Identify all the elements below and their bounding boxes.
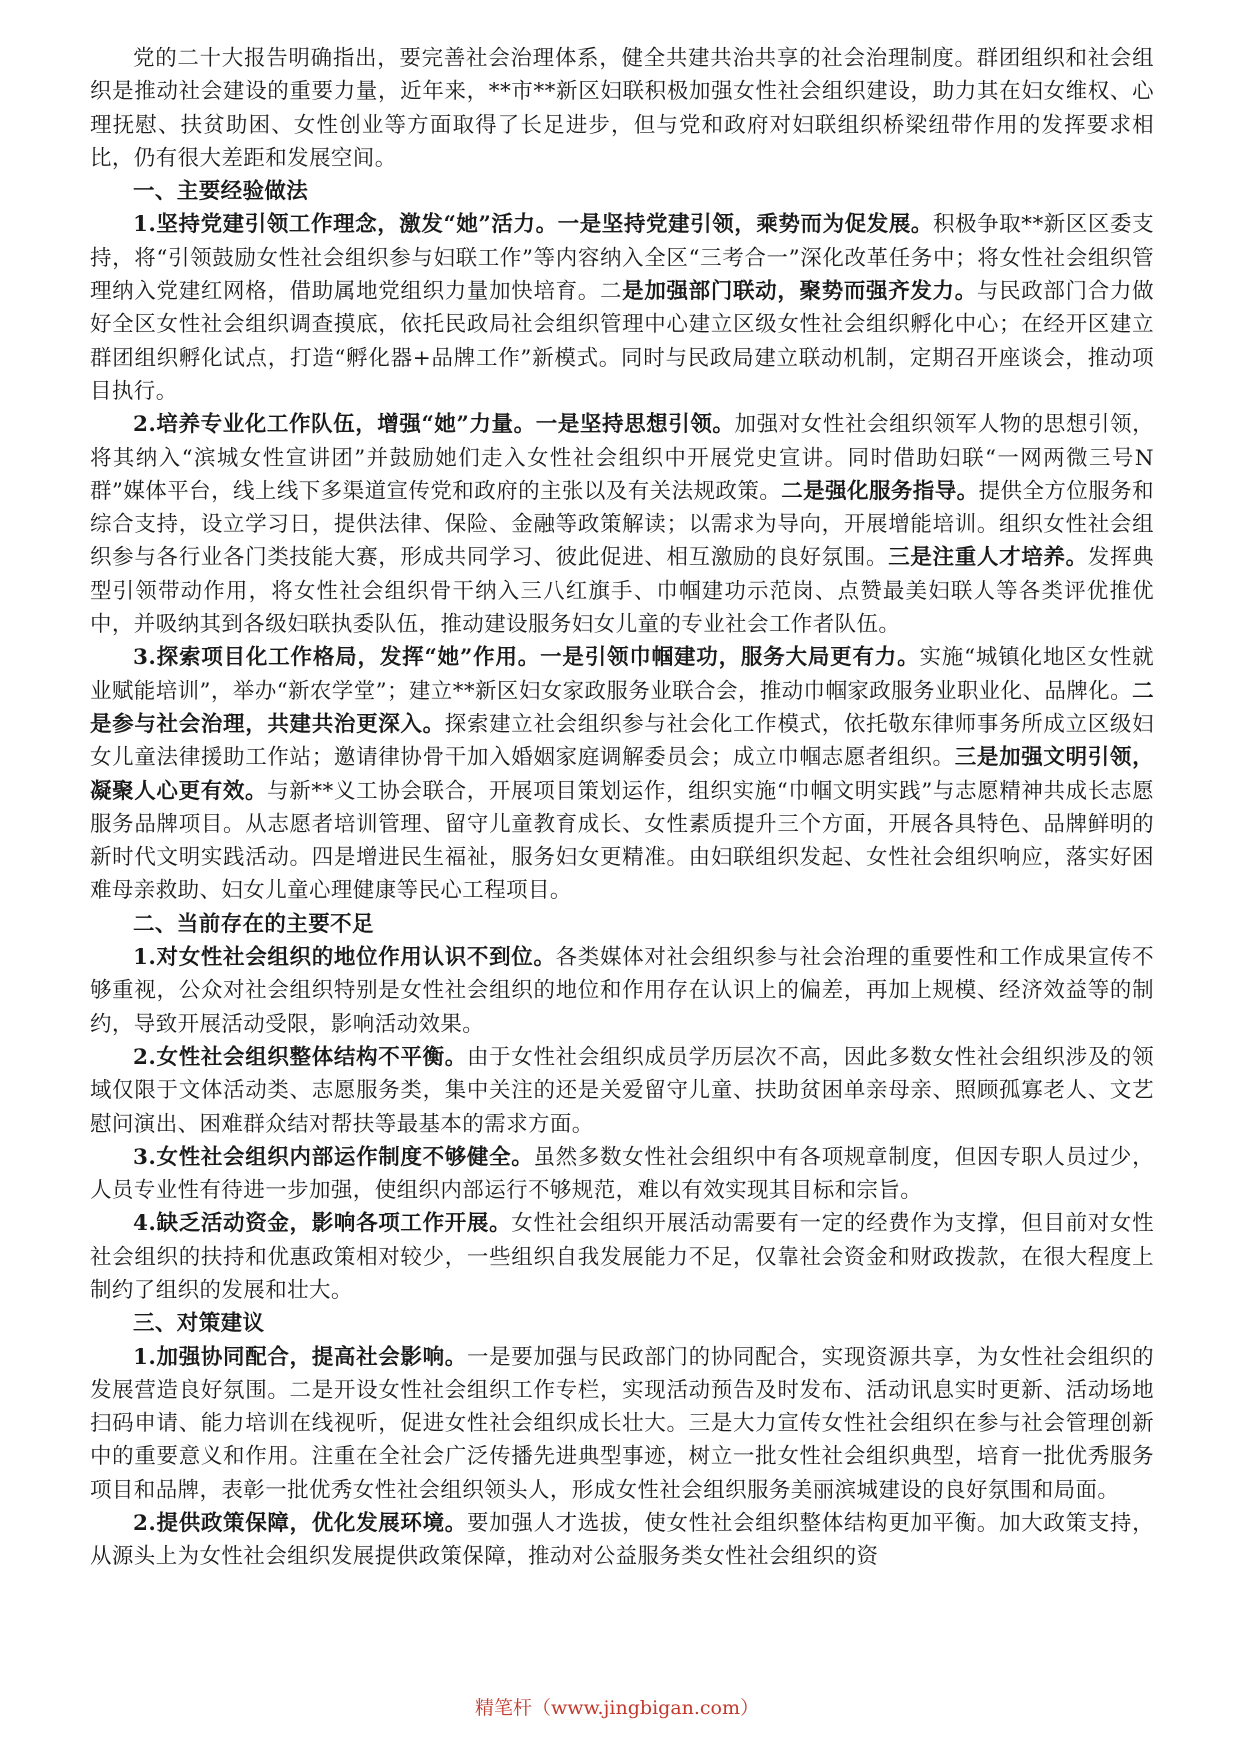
bold-run: 三是加强文明引领，凝聚人心更有效。 [90,745,1154,804]
heading-text: 二、当前存在的主要不足 [133,911,374,937]
paragraph-1-2 [90,408,1154,641]
bold-run: 3.女性社会组织内部运作制度不够健全。 [133,1144,534,1170]
footer-text: 精笔杆（www.jingbigan.com） [474,1697,760,1719]
text-run: 与新**义工协会联合，开展项目策划运作，组织实施“巾帼文明实践”与志愿精神共成长志愿服务品牌项目。从志愿者培训管理、留守儿童教育成长、女性素质提升三个方面，开展各具特色、品牌鲜明的新时代文明实践活动。四是增进民生福祉，服务妇女更精准。由妇联组织发起、女性社会组织响应，落实好困难母亲救助、妇女儿童心理健康等民心工程项目。 [90,778,1154,904]
paragraph-1-3 [90,641,1154,907]
text-run: 各类媒体对社会组织参与社会治理的重要性和工作成果宣传不够重视，公众对社会组织特别是女性社会组织的地位和作用存在认识上的偏差，再加上规模、经济效益等的制约，导致开展活动受限，影响活动效果。 [90,945,1154,1037]
paragraph-3-2 [90,1507,1154,1574]
bold-run: 2.女性社会组织整体结构不平衡。 [133,1044,467,1070]
heading-section-1 [90,175,1154,208]
bold-run: 1.坚持党建引领工作理念，激发“她”活力。一是坚持党建引领，乘势而为促发展。 [133,212,933,238]
bold-run: 3.探索项目化工作格局，发挥“她”作用。一是引领巾帼建功，服务大局更有力。 [133,645,920,671]
text-run: 积极争取**新区区委支持，将“引领鼓励女性社会组织参与妇联工作”等内容纳入全区“三考合一”深化改革任务中；将女性社会组织管理纳入党建红网格，借助属地党组织力量加快培育。二 [90,212,1154,305]
paragraph-1-1 [90,208,1154,408]
text-run: 实施“城镇化地区女性就业赋能培训”，举办“新农学堂”；建立**新区妇女家政服务业联合会，推动巾帼家政服务业职业化、品牌化。 [90,645,1154,704]
bold-run: 是加强部门联动，聚势而强齐发力。 [622,279,977,305]
bold-run: 1.对女性社会组织的地位作用认识不到位。 [133,945,556,971]
text-run: 发挥典型引领带动作用，将女性社会组织骨干纳入三八红旗手、巾帼建功示范岗、点赞最美妇联人等各类评优推优中，并吸纳其到各级妇联执委队伍，推动建设服务妇女儿童的专业社会工作者队伍。 [90,545,1155,638]
heading-section-3 [90,1307,1154,1340]
bold-run: 二是强化服务指导。 [781,478,979,504]
bold-run: 2.培养专业化工作队伍，增强“她”力量。一是坚持思想引领。 [133,412,735,438]
bold-run: 4.缺乏活动资金，影响各项工作开展。 [133,1211,512,1237]
heading-text: 一、主要经验做法 [133,179,309,205]
text-run: 虽然多数女性社会组织中有各项规章制度，但因专职人员过少，人员专业性有待进一步加强，使组织内部运行不够规范，难以有效实现其目标和宗旨。 [90,1144,1155,1204]
text-run: 一是要加强与民政部门的协同配合，实现资源共享，为女性社会组织的发展营造良好氛围。二是开设女性社会组织工作专栏，实现活动预告及时发布、活动讯息实时更新、活动场地扫码申请、能力培训在线视听，促进女性社会组织成长壮大。三是大力宣传女性社会组织在参与社会管理创新中的重要意义和作用。注重在全社会广泛传播先进典型事迹，树立一批女性社会组织典型，培育一批优秀服务项目和品牌，表彰一批优秀女性社会组织领头人，形成女性社会组织服务美丽滨城建设的良好氛围和局面。 [90,1344,1154,1503]
text-run: 女性社会组织开展活动需要有一定的经费作为支撑，但目前对女性社会组织的扶持和优惠政策相对较少，一些组织自我发展能力不足，仅靠社会资金和财政拨款，在很大程度上制约了组织的发展和壮大。 [90,1211,1154,1303]
bold-run: 三是注重人才培养。 [888,545,1088,571]
paragraph-2-1 [90,941,1154,1041]
text-run: 与民政部门合力做好全区女性社会组织调查摸底，依托民政局社会组织管理中心建立区级女性社会组织孵化中心；在经开区建立群团组织孵化试点，打造“孵化器+品牌工作”新模式。同时与民政局建立联动机制，定期召开座谈会，推动项目执行。 [90,279,1155,404]
document-body [90,42,1154,1574]
bold-run: 2.提供政策保障，优化发展环境。 [133,1511,467,1537]
text-run: 要加强人才选拔，使女性社会组织整体结构更加平衡。加大政策支持，从源头上为女性社会组织发展提供政策保障，推动对公益服务类女性社会组织的资 [90,1511,1154,1570]
heading-section-2 [90,908,1154,941]
paragraph-3-1 [90,1341,1154,1507]
bold-run: 1.加强协同配合，提高社会影响。 [133,1344,467,1370]
text-run: 提供全方位服务和综合支持，设立学习日，提供法律、保险、金融等政策解读；以需求为导向，开展增能培训。组织女性社会组织参与各行业各门类技能大赛，形成共同学习、彼此促进、相互激励的良好氛围。 [90,478,1155,571]
bold-run: 二是参与社会治理，共建共治更深入。 [90,678,1154,737]
footer-watermark [0,1693,1234,1720]
paragraph-intro [90,42,1154,175]
text-run: 加强对女性社会组织领军人物的思想引领，将其纳入“滨城女性宣讲团”并鼓励她们走入女性社会组织中开展党史宣讲。同时借助妇联“一网两微三号N群”媒体平台，线上线下多渠道宣传党和政府的主张以及有关法规政策。 [90,412,1155,504]
text-run: 探索建立社会组织参与社会化工作模式，依托敬东律师事务所成立区级妇女儿童法律援助工作站；邀请律协骨干加入婚姻家庭调解委员会；成立巾帼志愿者组织。 [90,711,1154,771]
heading-text: 三、对策建议 [133,1311,265,1337]
text-run: 党的二十大报告明确指出，要完善社会治理体系，健全共建共治共享的社会治理制度。群团组织和社会组织是推动社会建设的重要力量，近年来，**市**新区妇联积极加强女性社会组织建设，助力其在妇女维权、心理抚慰、扶贫助困、女性创业等方面取得了长足进步，但与党和政府对妇联组织桥梁纽带作用的发挥要求相比，仍有很大差距和发展空间。 [90,46,1154,171]
paragraph-2-2 [90,1041,1154,1141]
paragraph-2-4 [90,1207,1154,1307]
paragraph-2-3 [90,1141,1154,1208]
text-run: 由于女性社会组织成员学历层次不高，因此多数女性社会组织涉及的领域仅限于文体活动类、志愿服务类，集中关注的还是关爱留守儿童、扶助贫困单亲母亲、照顾孤寡老人、文艺慰问演出、困难群众结对帮扶等最基本的需求方面。 [90,1044,1154,1137]
